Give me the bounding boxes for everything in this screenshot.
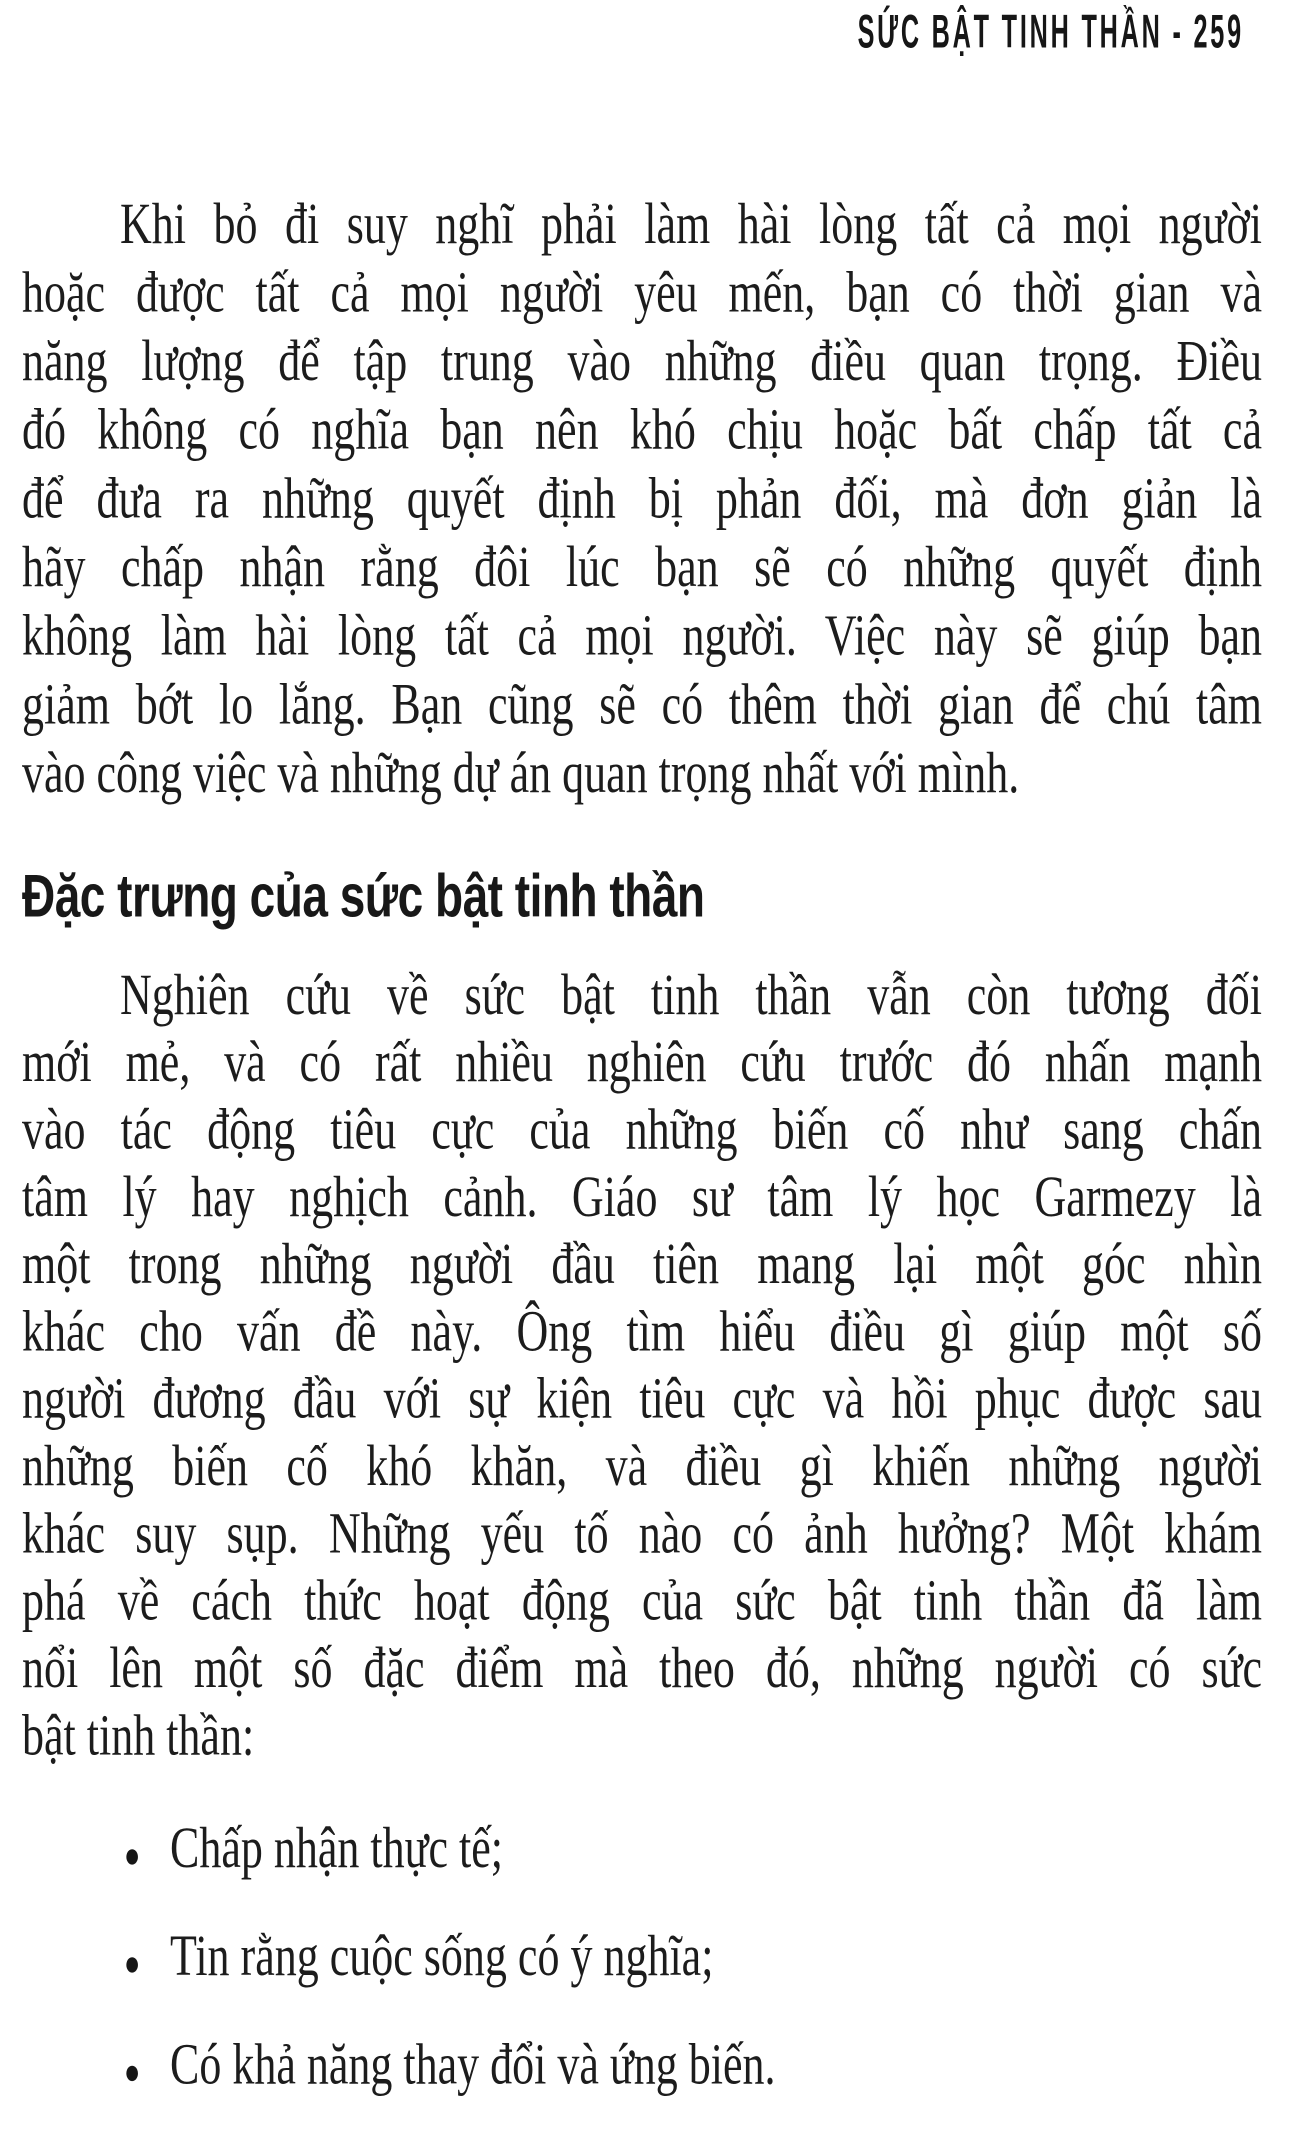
text-line: vào công việc và những dự án quan trọng nhất với mình. — [22, 740, 1020, 806]
bullet-icon: ● — [124, 1943, 141, 1983]
running-header — [692, 4, 1244, 59]
text-line: Khi bỏ đi suy nghĩ phải làm hài lòng tất cả mọi người — [120, 191, 1262, 256]
text-line: giảm bớt lo lắng. Bạn cũng sẽ có thêm thời gian để chú tâm — [22, 671, 1262, 737]
list-item — [124, 2030, 1244, 2105]
text-line: phá về cách thức hoạt động của sức bật tinh thần đã làm — [22, 1568, 1262, 1633]
bullet-text: Chấp nhận thực tế; — [170, 1815, 503, 1880]
text-line: một trong những người đầu tiên mang lại một góc nhìn — [22, 1231, 1262, 1297]
text-line: bật tinh thần: — [22, 1702, 255, 1768]
paragraph-1 — [22, 190, 1262, 808]
bullet-text: Tin rằng cuộc sống có ý nghĩa; — [170, 1923, 714, 1989]
bullet-icon: ● — [124, 1835, 141, 1875]
paragraph-2 — [22, 961, 1262, 1769]
text-line: khác suy sụp. Những yếu tố nào có ảnh hưởng? Một khám — [22, 1500, 1262, 1566]
bullet-text: Có khả năng thay đổi và ứng biến. — [170, 2031, 776, 2097]
text-line: vào tác động tiêu cực của những biến cố như sang chấn — [22, 1096, 1262, 1162]
text-line: năng lượng để tập trung vào những điều quan trọng. Điều — [22, 328, 1262, 394]
bullet-list — [124, 1814, 1244, 2139]
text-line: nổi lên một số đặc điểm mà theo đó, những người có sức — [22, 1635, 1262, 1701]
text-line: người đương đầu với sự kiện tiêu cực và hồi phục được sau — [22, 1366, 1262, 1431]
text-line: khác cho vấn đề này. Ông tìm hiểu điều gì giúp một số — [22, 1298, 1262, 1364]
text-line: mới mẻ, và có rất nhiều nghiên cứu trước đó nhấn mạnh — [22, 1029, 1262, 1095]
list-item — [124, 1814, 1244, 1889]
section-heading: Đặc trưng của sức bật tinh thần — [22, 861, 705, 930]
text-line: để đưa ra những quyết định bị phản đối, mà đơn giản là — [22, 465, 1262, 531]
list-item — [124, 1922, 1244, 1997]
bullet-icon: ● — [124, 2051, 141, 2092]
running-header-title: SỨC BẬT TINH THẦN - 259 — [857, 4, 1244, 59]
text-line: Nghiên cứu về sức bật tinh thần vẫn còn tương đối — [120, 962, 1262, 1027]
text-line: không làm hài lòng tất cả mọi người. Việc này sẽ giúp bạn — [22, 603, 1262, 668]
text-line: hãy chấp nhận rằng đôi lúc bạn sẽ có những quyết định — [22, 534, 1262, 600]
text-line: những biến cố khó khăn, và điều gì khiến những người — [22, 1433, 1262, 1499]
text-line: tâm lý hay nghịch cảnh. Giáo sư tâm lý học Garmezy là — [22, 1164, 1262, 1229]
text-line: hoặc được tất cả mọi người yêu mến, bạn có thời gian và — [22, 259, 1262, 325]
text-line: đó không có nghĩa bạn nên khó chịu hoặc bất chấp tất cả — [22, 397, 1262, 462]
